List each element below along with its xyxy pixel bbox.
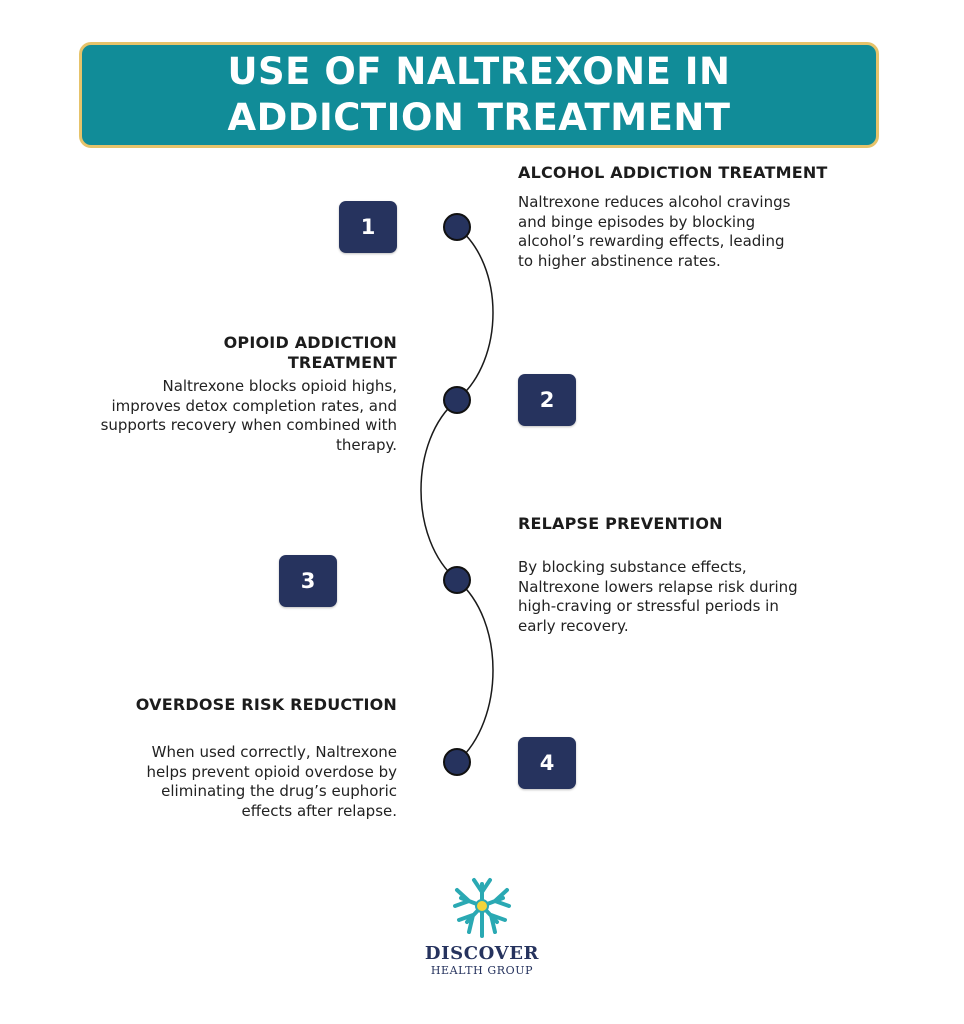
step-3-title: RELAPSE PREVENTION	[518, 514, 723, 533]
step-4-number: 4	[518, 737, 576, 789]
company-logo	[0, 870, 964, 978]
timeline-curve	[421, 227, 493, 762]
timeline-node-4	[444, 749, 470, 775]
timeline-node-1	[444, 214, 470, 240]
step-4-title: OVERDOSE RISK REDUCTION	[135, 695, 397, 714]
logo-name: DISCOVER	[424, 943, 540, 964]
logo-subtitle: HEALTH GROUP	[430, 964, 534, 977]
timeline-node-3	[444, 567, 470, 593]
timeline-node-2	[444, 387, 470, 413]
step-3-number: 3	[279, 555, 337, 607]
step-1-text: Naltrexone reduces alcohol cravings and binge episodes by blocking alcohol’s rewarding effects, leading to higher abstinence rates.	[518, 193, 791, 270]
step-1-title: ALCOHOL ADDICTION TREATMENT	[518, 163, 828, 182]
step-2-number: 2	[518, 374, 576, 426]
step-2-text: Naltrexone blocks opioid highs, improves detox completion rates, and supports recovery when combined with therapy.	[100, 377, 397, 454]
step-1-number: 1	[339, 201, 397, 253]
step-4-text: When used correctly, Naltrexone helps prevent opioid overdose by eliminating the drug’s euphoric effects after relapse.	[146, 743, 397, 820]
step-3-text: By blocking substance effects, Naltrexone lowers relapse risk during high-craving or stressful periods in early recovery.	[518, 558, 798, 635]
neuron-icon	[447, 870, 517, 942]
step-2-title: OPIOID ADDICTION TREATMENT	[223, 333, 397, 372]
page-title: USE OF NALTREXONE IN ADDICTION TREATMENT	[227, 50, 731, 139]
